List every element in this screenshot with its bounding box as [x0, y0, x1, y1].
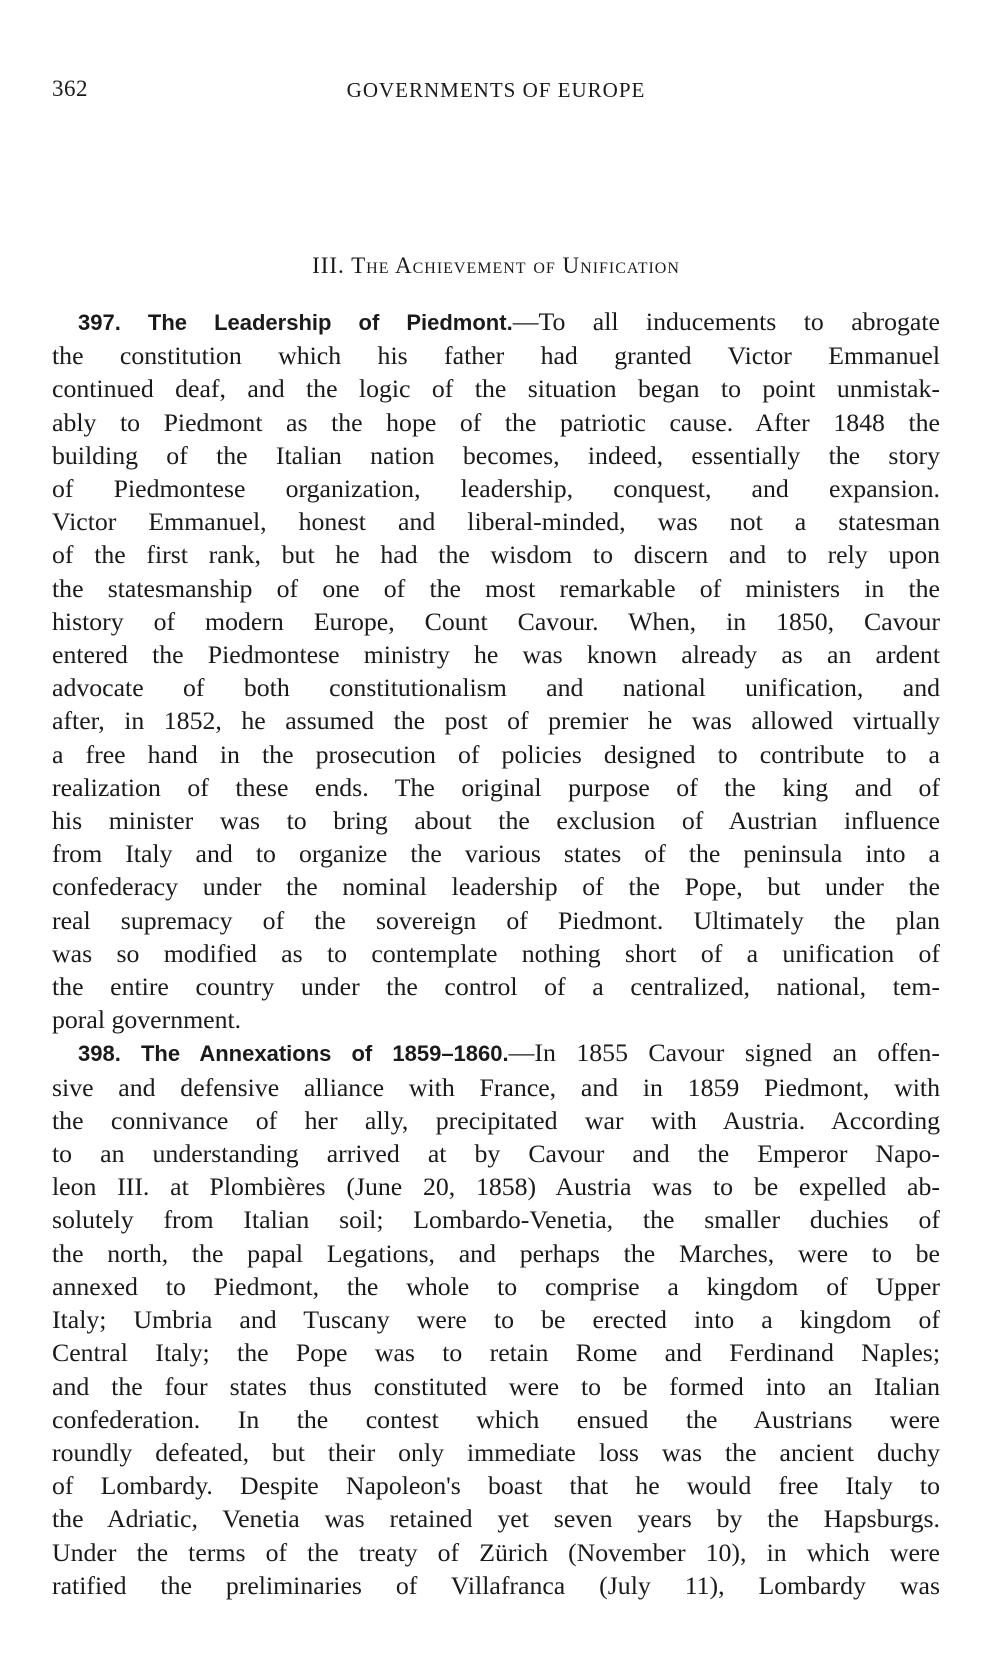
paragraph-heading: 397. The Leadership of Piedmont.	[78, 310, 513, 335]
paragraph-line: history of modern Europe, Count Cavour. When, in 1850, Cavour	[52, 606, 940, 636]
paragraph-line: real supremacy of the sovereign of Piedmont. Ultimately the plan	[52, 905, 940, 935]
paragraph-line: a free hand in the prosecution of policies designed to contribute to a	[52, 739, 940, 769]
paragraph-line: the statesmanship of one of the most remarkable of ministers in the	[52, 573, 940, 603]
paragraph-line: solutely from Italian soil; Lombardo-Venetia, the smaller duchies of	[52, 1205, 940, 1235]
paragraph-line: realization of these ends. The original purpose of the king and of	[52, 772, 940, 802]
paragraph-line: the constitution which his father had granted Victor Emmanuel	[52, 341, 940, 371]
paragraph-line: from Italy and to organize the various states of the peninsula into a	[52, 839, 940, 869]
paragraph-line: to an understanding arrived at by Cavour and the Emperor Napo-	[52, 1139, 940, 1169]
paragraph-line-text: —In 1855 Cavour signed an offen-	[508, 1038, 940, 1068]
paragraph-line: the Adriatic, Venetia was retained yet seven years by the Hapsburgs.	[52, 1504, 940, 1534]
paragraph-line: the entire country under the control of a centralized, national, tem-	[52, 972, 940, 1002]
paragraph-397	[52, 305, 940, 1036]
paragraph-line: of Piedmontese organization, leadership, conquest, and expansion.	[52, 474, 940, 504]
paragraph-heading: 398. The Annexations of 1859–1860.	[78, 1041, 509, 1067]
paragraph-line: confederation. In the contest which ensued the Austrians were	[52, 1404, 940, 1434]
paragraph-line: roundly defeated, but their only immediate loss was the ancient duchy	[52, 1437, 940, 1467]
paragraph-line: building of the Italian nation becomes, indeed, essentially the story	[52, 440, 940, 470]
paragraph-line: of the first rank, but he had the wisdom to discern and to rely upon	[52, 540, 940, 570]
paragraph-line	[52, 1036, 940, 1070]
paragraph-line: Central Italy; the Pope was to retain Rome and Ferdinand Naples;	[52, 1338, 940, 1368]
paragraph-line-text: —To all inducements to abrogate	[512, 307, 940, 336]
paragraph-line: leon III. at Plombières (June 20, 1858) Austria was to be expelled ab-	[52, 1172, 940, 1202]
paragraph-line: after, in 1852, he assumed the post of premier he was allowed virtually	[52, 706, 940, 736]
page-number: 362	[52, 76, 88, 101]
paragraph-line: and the four states thus constituted were to be formed into an Italian	[52, 1371, 940, 1401]
book-title: GOVERNMENTS OF EUROPE	[346, 78, 646, 102]
running-head	[52, 70, 940, 110]
paragraph-line: the connivance of her ally, precipitated war with Austria. According	[52, 1105, 940, 1135]
paragraph-398	[52, 1036, 940, 1601]
paragraph-line: was so modified as to contemplate nothing short of a unification of	[52, 938, 940, 968]
paragraph-line: the north, the papal Legations, and perhaps the Marches, were to be	[52, 1238, 940, 1268]
paragraph-line: annexed to Piedmont, the whole to comprise a kingdom of Upper	[52, 1271, 940, 1301]
section-heading: III. The Achievement of Unification	[312, 253, 680, 278]
book-page	[52, 70, 940, 1602]
paragraph-line	[52, 305, 940, 339]
paragraph-line: confederacy under the nominal leadership of the Pope, but under the	[52, 872, 940, 902]
paragraph-line: ably to Piedmont as the hope of the patriotic cause. After 1848 the	[52, 407, 940, 437]
paragraph-line: Italy; Umbria and Tuscany were to be erected into a kingdom of	[52, 1305, 940, 1335]
paragraph-line: ratified the preliminaries of Villafranca (July 11), Lombardy was	[52, 1570, 940, 1600]
paragraph-line: Under the terms of the treaty of Zürich (November 10), in which were	[52, 1537, 940, 1567]
paragraph-line: Victor Emmanuel, honest and liberal-minded, was not a statesman	[52, 507, 940, 537]
paragraph-line: of Lombardy. Despite Napoleon's boast that he would free Italy to	[52, 1471, 940, 1501]
paragraph-line: continued deaf, and the logic of the situation began to point unmistak-	[52, 374, 940, 404]
paragraph-line: advocate of both constitutionalism and national unification, and	[52, 673, 940, 703]
paragraph-line: entered the Piedmontese ministry he was known already as an ardent	[52, 640, 940, 670]
paragraph-line: his minister was to bring about the exclusion of Austrian influence	[52, 806, 940, 836]
paragraph-line: sive and defensive alliance with France, and in 1859 Piedmont, with	[52, 1072, 940, 1102]
paragraph-line: poral government.	[52, 1005, 242, 1035]
